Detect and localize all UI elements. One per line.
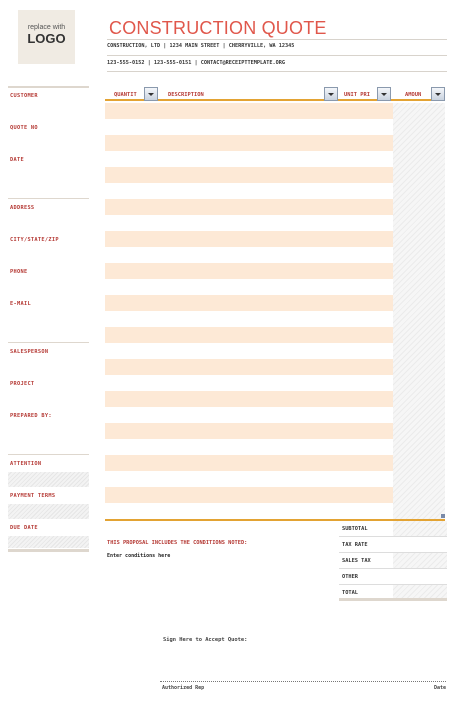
table-row[interactable] (105, 263, 393, 279)
table-row[interactable] (105, 439, 393, 455)
attention-field[interactable] (8, 472, 89, 487)
sidebar-divider (8, 342, 89, 343)
sidebar-divider (8, 454, 89, 455)
conditions-heading: THIS PROPOSAL INCLUDES THE CONDITIONS NOTED: (107, 540, 248, 546)
due-date-label: DUE DATE (10, 525, 38, 531)
signature-date-label: Date (434, 685, 447, 691)
quantity-filter-dropdown[interactable] (144, 87, 158, 101)
header-divider (107, 39, 447, 40)
tax-rate-row (339, 537, 447, 553)
table-row[interactable] (105, 359, 393, 375)
document-title: CONSTRUCTION QUOTE (109, 18, 327, 38)
quantity-header: QUANTIT (114, 92, 137, 98)
line-items-body (105, 103, 393, 519)
sales-tax-label: SALES TAX (342, 558, 371, 564)
table-row[interactable] (105, 215, 393, 231)
address-label: ADDRESS (10, 205, 35, 211)
table-row[interactable] (105, 199, 393, 215)
table-row[interactable] (105, 135, 393, 151)
amount-column (393, 103, 445, 519)
table-row[interactable] (105, 103, 393, 119)
description-header: DESCRIPTION (168, 92, 204, 98)
logo-caption: replace with (27, 24, 66, 31)
sidebar-divider (8, 549, 89, 552)
city-state-zip-label: CITY/STATE/ZIP (10, 237, 59, 243)
attention-label: ATTENTION (10, 461, 42, 467)
table-row[interactable] (105, 311, 393, 327)
table-row[interactable] (105, 471, 393, 487)
table-row[interactable] (105, 247, 393, 263)
contact-info: 123-555-0152 | 123-555-0151 | CONTACT@RECEIPTTEMPLATE.ORG (107, 60, 286, 66)
table-row[interactable] (105, 295, 393, 311)
prepared-by-label: PREPARED BY: (10, 413, 52, 419)
unit-price-header: UNIT PRI (344, 92, 370, 98)
conditions-text[interactable]: Enter conditions here (107, 553, 171, 559)
table-row[interactable] (105, 151, 393, 167)
sidebar-divider (8, 198, 89, 199)
table-row[interactable] (105, 407, 393, 423)
phone-label: PHONE (10, 269, 28, 275)
company-info: CONSTRUCTION, LTD | 1234 MAIN STREET | CHERRYVILLE, WA 12345 (107, 43, 295, 49)
line-items-header (105, 87, 445, 101)
signature-heading: Sign Here to Accept Quote: (163, 637, 248, 643)
table-row[interactable] (105, 343, 393, 359)
table-row[interactable] (105, 279, 393, 295)
logo-placeholder (18, 10, 75, 64)
table-row[interactable] (105, 231, 393, 247)
other-label: OTHER (342, 574, 358, 580)
authorized-rep-label: Authorized Rep (162, 685, 205, 691)
subtotal-row (339, 521, 447, 537)
table-row[interactable] (105, 167, 393, 183)
sales-tax-row (339, 553, 447, 569)
unit-price-filter-dropdown[interactable] (377, 87, 391, 101)
totals-block (339, 521, 447, 601)
sidebar-divider (8, 86, 89, 88)
payment-terms-field[interactable] (8, 504, 89, 519)
project-label: PROJECT (10, 381, 35, 387)
due-date-field[interactable] (8, 536, 89, 548)
salesperson-label: SALESPERSON (10, 349, 49, 355)
description-filter-dropdown[interactable] (324, 87, 338, 101)
email-label: E-MAIL (10, 301, 31, 307)
quote-no-label: QUOTE NO (10, 125, 38, 131)
table-row[interactable] (105, 119, 393, 135)
logo-text: LOGO (27, 31, 66, 46)
table-row[interactable] (105, 327, 393, 343)
amount-filter-dropdown[interactable] (431, 87, 445, 101)
table-row[interactable] (105, 391, 393, 407)
total-label: TOTAL (342, 590, 358, 596)
table-resize-handle[interactable] (441, 514, 445, 518)
date-label: DATE (10, 157, 24, 163)
table-row[interactable] (105, 503, 393, 519)
totals-bottom-rule (339, 598, 447, 601)
payment-terms-label: PAYMENT TERMS (10, 493, 56, 499)
signature-line (160, 681, 446, 682)
table-row[interactable] (105, 487, 393, 503)
table-row[interactable] (105, 455, 393, 471)
table-row[interactable] (105, 423, 393, 439)
subtotal-value (393, 521, 447, 536)
table-row[interactable] (105, 183, 393, 199)
header-divider (107, 71, 447, 72)
amount-header: AMOUN (405, 92, 422, 98)
header-divider (107, 55, 447, 56)
tax-rate-label: TAX RATE (342, 542, 368, 548)
sales-tax-value (393, 553, 447, 568)
other-row (339, 569, 447, 585)
subtotal-label: SUBTOTAL (342, 526, 368, 532)
customer-label: CUSTOMER (10, 93, 38, 99)
table-row[interactable] (105, 375, 393, 391)
